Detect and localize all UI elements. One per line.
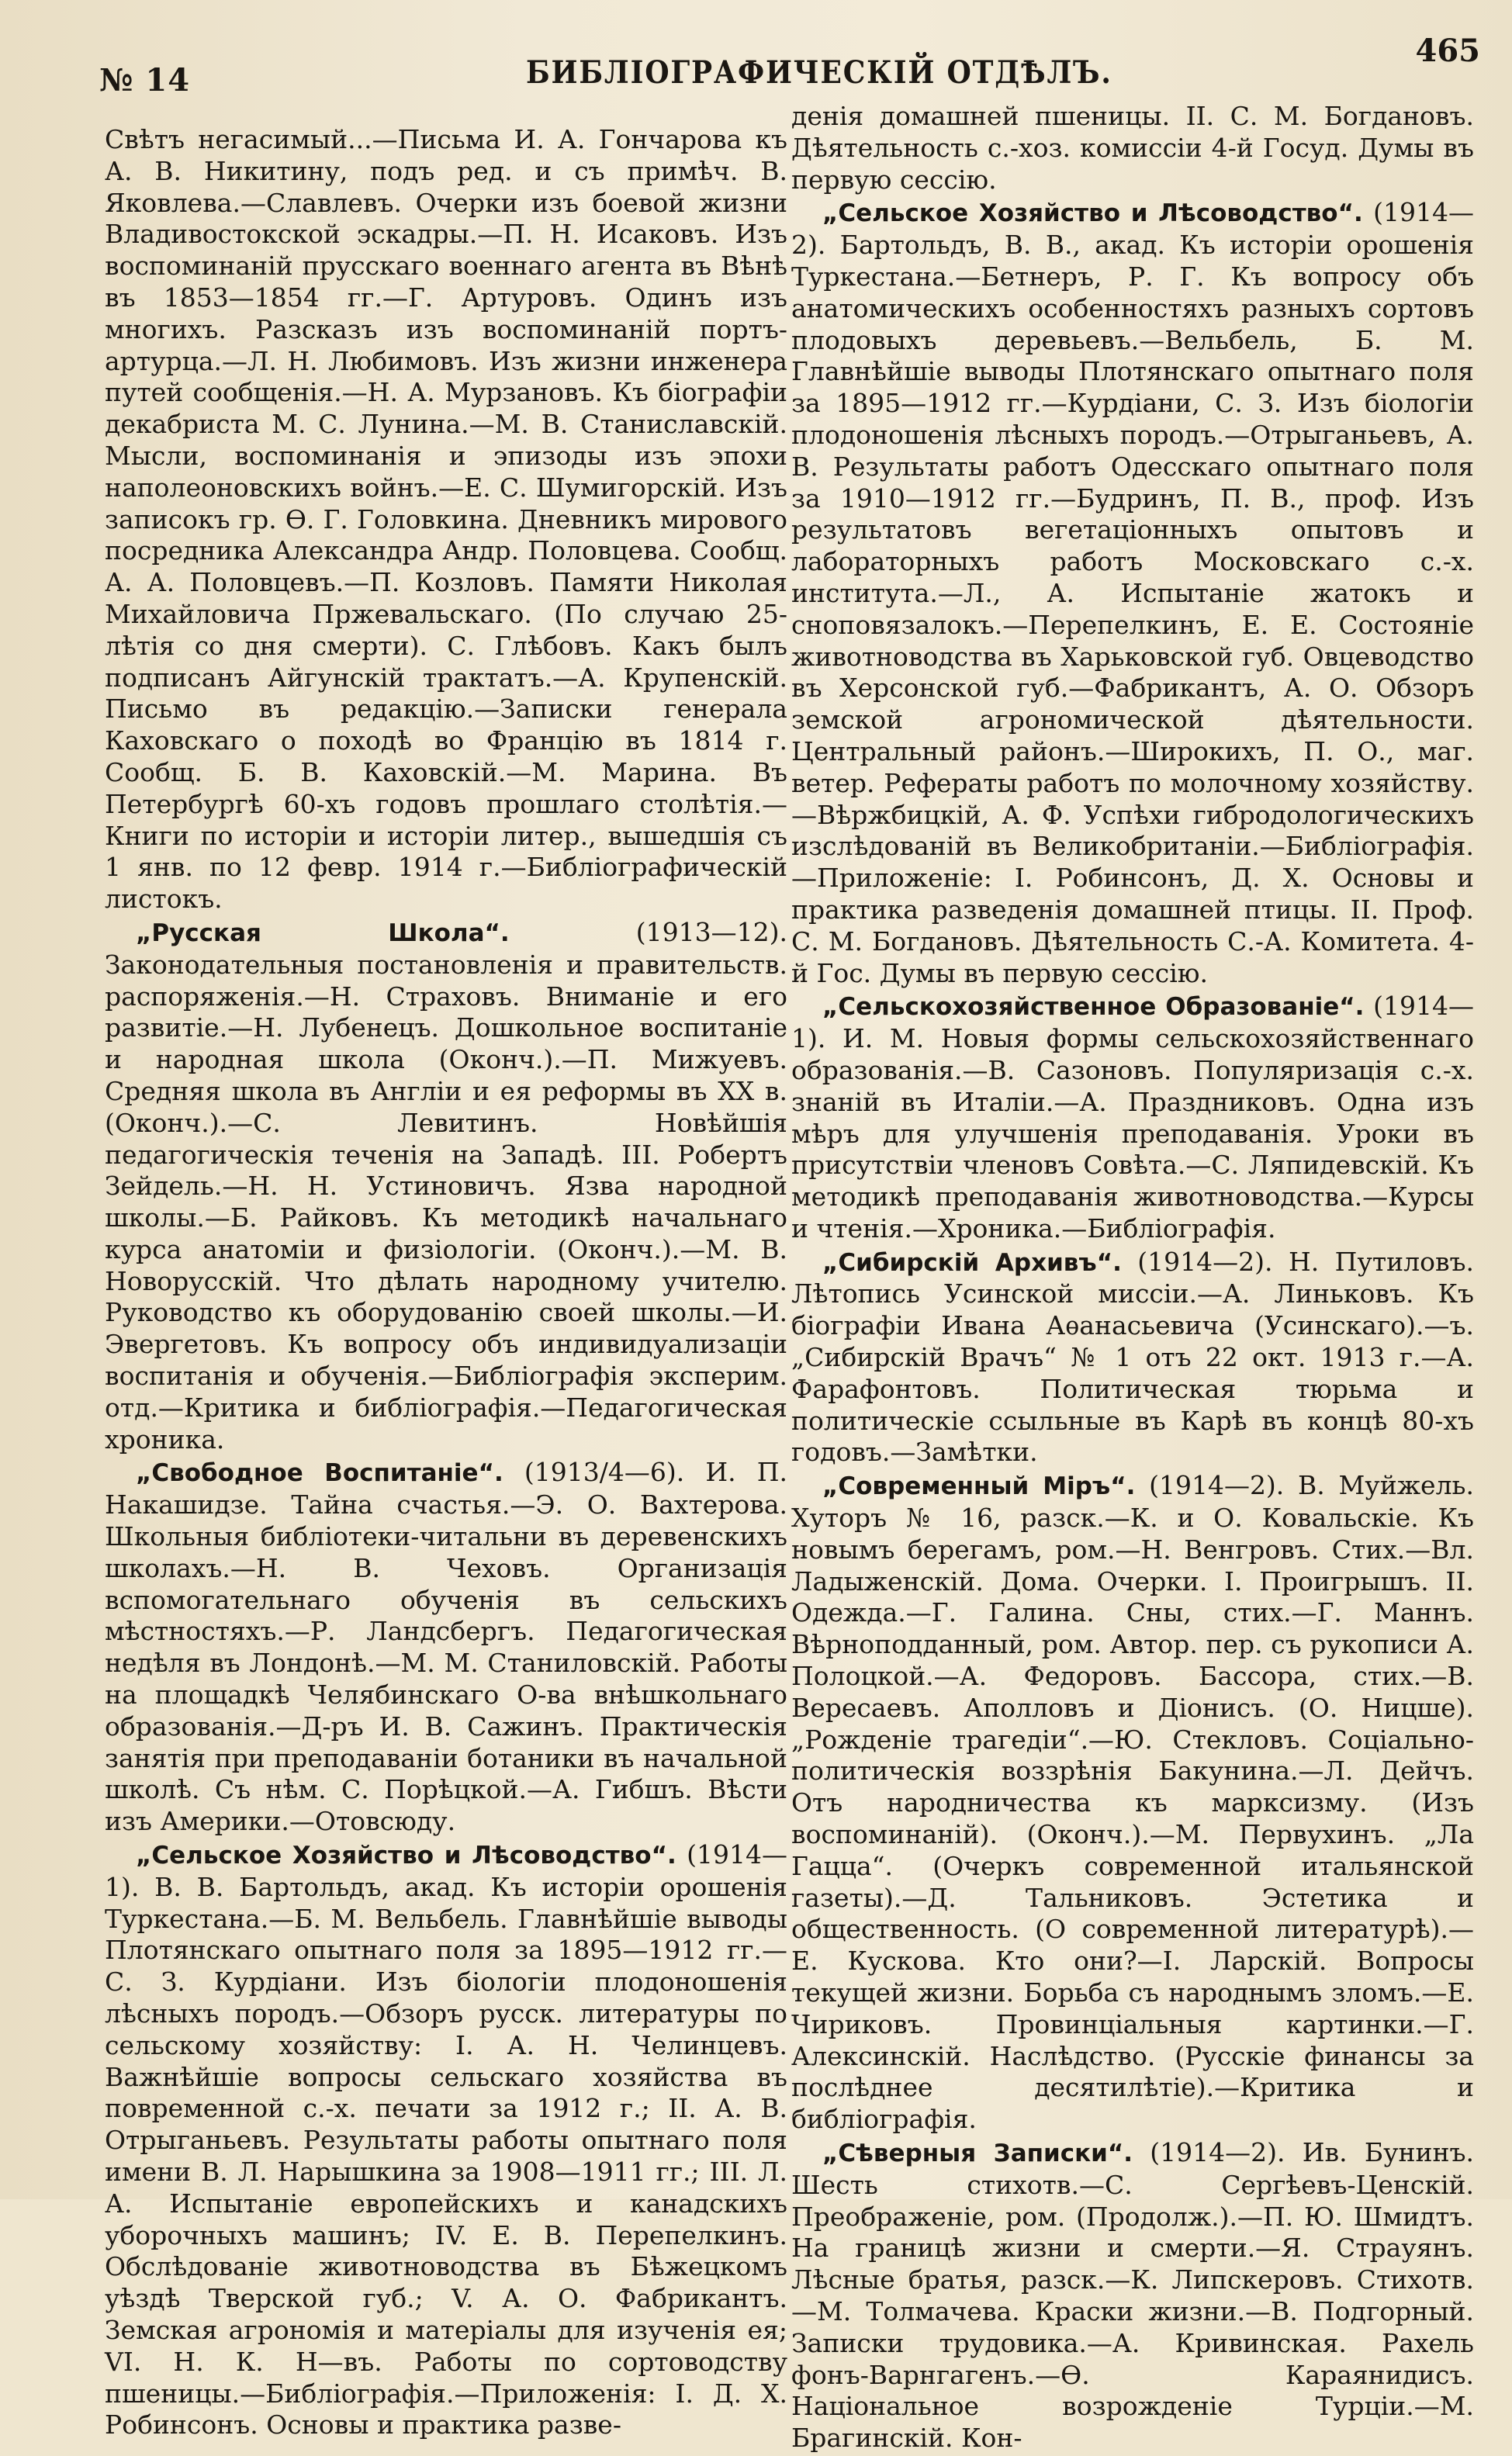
journal-title: „Сибирскiй Архивъ“. [822,1248,1122,1277]
journal-title: „Сельскохозяйственное Образованiе“. [822,993,1365,1022]
bibliography-entry [791,197,1474,989]
entry-text: (1914—1). И. М. Новыя формы сельскохозяйственнаго образованiя.—В. Сазоновъ. Популяризацiя с.-х. знанiй въ Италiи.—А. Праздниковъ. Одна изъ мѣръ для улучшенiя преподаванiя. Уроки въ присутствiи членовъ Совѣта.—С. Ляпидевскiй. Къ методикѣ преподаванiя животноводства.—Курсы и чтенiя.—Хроника.—Библiографiя. [791,991,1474,1244]
section-title: БИБЛIОГРАФИЧЕСКIЙ ОТДѢЛЪ. [526,54,1112,91]
entry-text: (1914—1). В. В. Бартольдъ, акад. Къ исторiи орошенiя Туркестана.—Б. М. Вельбель. Главнѣйшiе выводы Плотянскаго опытнаго поля за 1895—1912 гг.—С. З. Курдiани. Изъ бiологiи плодоношенiя лѣсныхъ породъ.—Обзоръ русск. литературы по сельскому хозяйству: I. А. Н. Челинцевъ. Важнѣйшiе вопросы сельскаго хозяйства въ повременной с.-х. печати за 1912 г.; II. А. В. Отрыганьевъ. Результаты работы опытнаго поля имени В. Л. Нарышкина за 1908—1911 гг.; III. Л. А. Испытанiе европейскихъ и канадскихъ уборочныхъ машинъ; IV. Е. В. Перепелкинъ. Обслѣдованiе животноводства въ Бѣжецкомъ уѣздѣ Тверской губ.; V. А. О. Фабрикантъ. Земская агрономiя и матерiалы для изученiя ея; VI. Н. К. Н—въ. Работы по сортоводству пшеницы.—Библiографiя.—Приложенiя: I. Д. Х. Робинсонъ. Основы и практика разве- [105,1839,787,2440]
entry-text: (1914—2). Ив. Бунинъ. Шесть стихотв.—С. Сергѣевъ-Ценскiй. Преображенiе, ром. (Продолж.).—П. Ю. Шмидтъ. На границѣ жизни и смерти.—Я. Страуянъ. Лѣсные братья, разск.—К. Липскеровъ. Стихотв.—М. Толмачева. Краски жизни.—В. Подгорный. Записки трудовика.—А. Кривинская. Рахель фонъ-Варнгагенъ.—Ѳ. Караянидисъ. Нацiональное возрожденiе Турцiи.—М. Брагинскiй. Кон- [791,2137,1474,2454]
bibliography-entry [105,1457,787,1838]
right-column [791,101,1474,2456]
page-header [99,33,1480,101]
entry-text: (1914—2). Бартольдъ, В. В., акад. Къ исторiи орошенiя Туркестана.—Бетнеръ, Р. Г. Къ вопросу объ анатомическихъ особенностяхъ разныхъ сортовъ плодовыхъ деревьевъ.—Вельбель, Б. М. Главнѣйшiе выводы Плотянскаго опытнаго поля за 1895—1912 гг.—Курдiани, С. З. Изъ бiологiи плодоношенiя лѣсныхъ породъ.—Отрыганьевъ, А. В. Результаты работъ Одесскаго опытнаго поля за 1910—1912 гг.—Будринъ, П. В., проф. Изъ результатовъ вегетацiонныхъ опытовъ и лабораторныхъ работъ Московскаго с.-х. института.—Л., А. Испытанiе жатокъ и сноповязалокъ.—Перепелкинъ, Е. Е. Состоянiе животноводства въ Харьковской губ. Овцеводство въ Херсонской губ.—Фабрикантъ, А. О. Обзоръ земской агрономической дѣятельности. Центральный районъ.—Широкихъ, П. О., маг. ветер. Рефераты работъ по молочному хозяйству.—Вѣржбицкiй, А. Ф. Успѣхи гибродологическихъ изслѣдованiй въ Великобританiи.—Библiографiя.—Приложенiе: I. Робинсонъ, Д. Х. Основы и практика разведенiя домашней птицы. II. Проф. С. М. Богдановъ. Дѣятельность С.-А. Комитета. 4-й Гос. Думы въ первую сессiю. [791,197,1474,988]
bibliography-entry [105,124,787,915]
journal-title: „Свободное Воспитанiе“. [136,1459,503,1488]
entry-text: (1913/4—6). И. П. Накашидзе. Тайна счастья.—Э. О. Вахтерова. Школьныя библiотеки-читальни въ деревенскихъ школахъ.—Н. В. Чеховъ. Организацiя вспомогательнаго обученiя въ сельскихъ мѣстностяхъ.—Р. Ландсбергъ. Педагогическая недѣля въ Лондонѣ.—М. М. Станиловскiй. Работы на площадкѣ Челябинскаго О-ва внѣшкольнаго образованiя.—Д-ръ И. В. Сажинъ. Практическiя занятiя при преподаванiи ботаники въ начальной школѣ. Съ нѣм. С. Порѣцкой.—А. Гибшъ. Вѣсти изъ Америки.—Отовсюду. [105,1457,787,1837]
bibliography-entry [791,991,1474,1244]
journal-title: „Современный Мiръ“. [822,1472,1136,1501]
journal-title: „Сельское Хозяйство и Лѣсоводство“. [136,1842,676,1870]
bibliography-entry [791,1470,1474,2136]
page-number: 465 [1415,33,1480,69]
bibliography-entry [791,2137,1474,2454]
left-column [105,124,787,2443]
journal-title: „Сѣверныя Записки“. [822,2139,1133,2167]
issue-number: № 14 [99,62,191,99]
entry-text: (1913—12). Законодательныя постановленiя и правительств. распоряженiя.—Н. Страховъ. Вниманiе и его развитiе.—Н. Лубенецъ. Дошкольное воспитанiе и народная школа (Оконч.).—П. Мижуевъ. Средняя школа въ Англiи и ея реформы въ XX в. (Оконч.).—С. Левитинъ. Новѣйшiя педагогическiя теченiя на Западѣ. III. Робертъ Зейдель.—Н. Н. Устиновичъ. Язва народной школы.—Б. Райковъ. Къ методикѣ начальнаго курса анатомiи и физiологiи. (Оконч.).—М. В. Новорусскiй. Что дѣлать народному учителю. Руководство къ оборудованiю своей школы.—И. Эвергетовъ. Къ вопросу объ индивидуализацiи воспитанiя и обученiя.—Библiографiя эксперим. отд.—Критика и библiографiя.—Педагогическая хроника. [105,916,788,1455]
entry-text: Свѣтъ негасимый...—Письма И. А. Гончарова къ А. В. Никитину, подъ ред. и съ примѣч. В. Яковлева.—Славлевъ. Очерки изъ боевой жизни Владивостокской эскадры.—П. Н. Исаковъ. Изъ воспоминанiй прусскаго военнаго агента въ Вѣнѣ въ 1853—1854 гг.—Г. Артуровъ. Одинъ изъ многихъ. Разсказъ изъ воспоминанiй портъ-артурца.—Л. Н. Любимовъ. Изъ жизни инженера путей сообщенiя.—Н. А. Мурзановъ. Къ бiографiи декабриста М. С. Лунина.—М. В. Станиславскiй. Мысли, воспоминанiя и эпизоды изъ эпохи наполеоновскихъ войнъ.—Е. С. Шумигорскiй. Изъ записокъ гр. Ѳ. Г. Головкина. Дневникъ мирового посредника Александра Андр. Половцева. Сообщ. А. А. Половцевъ.—П. Козловъ. Памяти Николая Михайловича Пржевальскаго. (По случаю 25-лѣтiя со дня смерти). С. Глѣбовъ. Какъ былъ подписанъ Айгунскiй трактатъ.—А. Крупенскiй. Письмо въ редакцiю.—Записки генерала Каховскаго о походѣ во Францiю въ 1814 г. Сообщ. Б. В. Каховскiй.—М. Марина. Въ Петербургѣ 60-хъ годовъ прошлаго столѣтiя.—Книги по исторiи и исторiи литер., вышедшiя съ 1 янв. по 12 февр. 1914 г.—Библiографическiй листокъ. [105,124,787,915]
entry-text: (1914—2). В. Муйжель. Хуторъ № 16, разск.—К. и О. Ковальскiе. Къ новымъ берегамъ, ром.—Н. Венгровъ. Стих.—Вл. Ладыженскiй. Дома. Очерки. I. Проигрышъ. II. Одежда.—Г. Галина. Сны, стих.—Г. Маннъ. Вѣрноподданный, ром. Автор. пер. съ рукописи А. Полоцкой.—А. Федоровъ. Бассора, стих.—В. Вересаевъ. Аполловъ и Дiонисъ. (О. Ницше). „Рожденiе трагедiи“.—Ю. Стекловъ. Соцiально-политическiя воззрѣнiя Бакунина.—Л. Дейчъ. Отъ народничества къ марксизму. (Изъ воспоминанiй). (Оконч.).—М. Первухинъ. „Ла Гацца“. (Очеркъ современной итальянской газеты).—Д. Тальниковъ. Эстетика и общественность. (О современной литературѣ).—Е. Кускова. Кто они?—I. Ларскiй. Вопросы текущей жизни. Борьба съ народнымъ зломъ.—Е. Чириковъ. Провинцiальныя картинки.—Г. Алексинскiй. Наслѣдство. (Русскiе финансы за послѣднее десятилѣтiе).—Критика и библiографiя. [791,1470,1474,2135]
entry-text: денiя домашней пшеницы. II. С. М. Богдановъ. Дѣятельность с.-хоз. комиссiи 4-й Госуд. Думы въ первую сессiю. [791,101,1474,195]
journal-title: „Сельское Хозяйство и Лѣсоводство“. [822,199,1363,228]
entry-text: (1914—2). Н. Путиловъ. Лѣтопись Усинской миссiи.—А. Линьковъ. Къ бiографiи Ивана Аѳанасьевича (Усинскаго).—ъ. „Сибирскiй Врачъ“ № 1 отъ 22 окт. 1913 г.—А. Фарафонтовъ. Политическая тюрьма и политическiе ссыльные въ Карѣ въ концѣ 80-хъ годовъ.—Замѣтки. [791,1246,1475,1468]
bibliography-entry [105,1839,787,2441]
bibliography-entry [105,917,787,1456]
bibliography-entry [791,1247,1474,1469]
journal-title: „Русская Школа“. [136,918,510,947]
bibliography-entry [791,101,1474,195]
